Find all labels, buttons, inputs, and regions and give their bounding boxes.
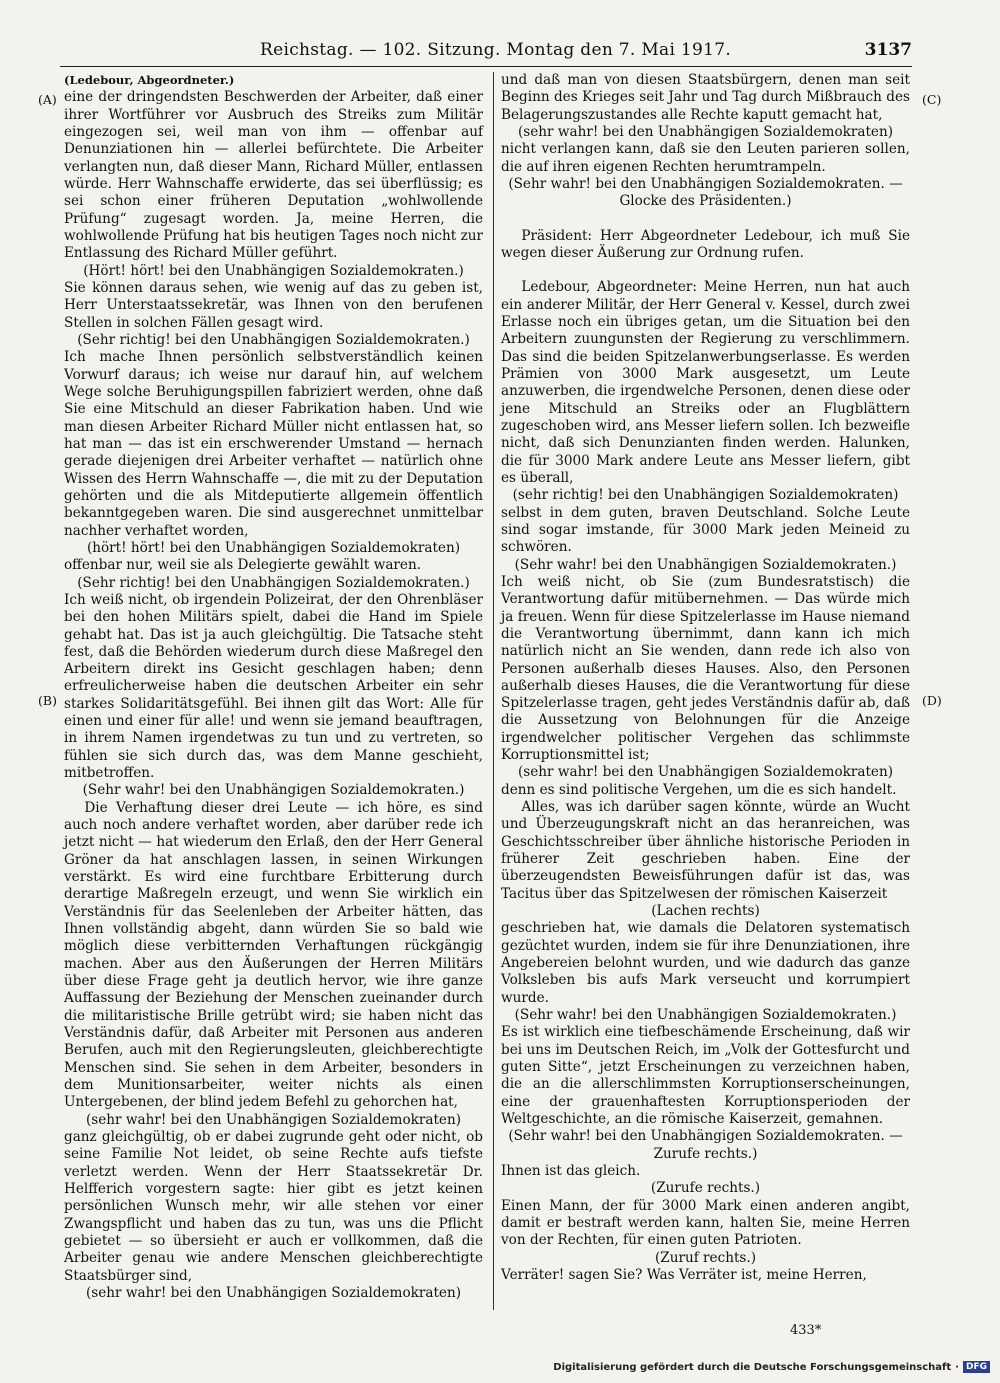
dfg-logo-icon: DFG [963,1361,990,1373]
interjection: (Sehr richtig! bei den Unabhängigen Sozialdemokraten.) [77,574,470,591]
column-divider [493,72,494,1310]
interjection: (sehr wahr! bei den Unabhängigen Sozialdemokraten) [85,1284,462,1301]
speaker-paragraph: Ledebour, Abgeordneter: Meine Herren, nun hat auch ein anderer Militär, der Herr General v. Kessel, durch zwei Erlasse noch ein übriges getan, um die Situation bei den Arbeitern zuungunsten der Regierung zu verschlimmern. Das sind die beiden Spitzelanwerbungserlasse. Es werden Prämien von 3000 Mark ausgesetzt, um Leute anzuwerben, die irgendwelche Personen, denen diese oder jene Mitschuld an Streiks oder an Flugblättern zugeschoben wird, ans Messer liefern sollen. Ich bezweifle nicht, daß sich Denunzianten finden werden. Halunken, die für 3000 Mark andere Leute ans Messer liefern, gibt es überall, [501,279,910,486]
margin-letter-d: (D) [922,693,942,708]
paragraph: Sie können daraus sehen, wie wenig auf das zu geben ist, Herr Unterstaatssekretär, was Ihnen von den berufenen Stellen in solchen Fällen gesagt wird. [64,279,483,331]
interjection: (Lachen rechts) [651,903,760,920]
interjection: (Zuruf rechts.) [654,1249,757,1266]
paragraph: ganz gleichgültig, ob er dabei zugrunde geht oder nicht, ob seine Familie Not leidet, ob seine Rechte aufs tiefste verletzt werden. Wenn der Herr Staatssekretär Dr. Helfferich vorgestern sagte: hier gibt es jetzt keinen persönlichen Wunsch mehr, wir alle stehen vor einer Zwangspflicht und haben das zu tun, was uns die Pflicht gebietet — so übersieht er auch er vollkommen, daß die Arbeiter genau wie andere Menschen gleichberechtigte Staatsbürger sind, [64,1129,483,1284]
paragraph: und daß man von diesen Staatsbürgern, denen man seit Beginn des Krieges seit Jahr und Tag durch Mißbrauch des Belagerungszustandes alle Rechte kaputt gemacht hat, [501,72,910,123]
paragraph: offenbar nur, weil sie als Delegierte gewählt waren. [64,557,422,574]
footer: Digitalisierung gefördert durch die Deutsche Forschungsgemeinschaft · DFG [553,1361,990,1373]
paragraph: Es ist wirklich eine tiefbeschämende Erscheinung, daß wir bei uns im Deutschen Reich, im „Volk der Gottesfurcht und guten Sitte“, jetzt Erscheinungen zu verzeichnen haben, die an die allerschlimmsten Korruptionserscheinungen, eine der grauenhaftesten Korruptionsperioden der Weltgeschichte, an die römische Kaiserzeit, gemahnen. [501,1024,910,1128]
interjection: (sehr wahr! bei den Unabhängigen Sozialdemokraten) [517,764,894,781]
paragraph: Einen Mann, der für 3000 Mark einen anderen angibt, damit er bestraft werden kann, halten Sie, meine Herren von der Rechten, für einen guten Patrioten. [501,1197,910,1249]
interjection: (Sehr wahr! bei den Unabhängigen Sozialdemokraten.) [514,1007,897,1024]
interjection: (Sehr wahr! bei den Unabhängigen Sozialdemokraten. — Zurufe rechts.) [508,1128,903,1162]
paragraph: selbst in dem guten, braven Deutschland. Solche Leute sind sogar imstande, für 3000 Mark jeden Meineid zu schwören. [501,504,910,556]
interjection: (Hört! hört! bei den Unabhängigen Sozialdemokraten.) [83,262,464,279]
paragraph: eine der dringendsten Beschwerden der Arbeiter, daß einer ihrer Wortführer vor Ausbruch des Streiks zum Militär eingezogen sei, weil man von ihm — offenbar auf Denunziationen hin — allerlei befürchtete. Die Arbeiter verlangten nun, daß dieser Mann, Richard Müller, entlassen würde. Herr Wahnschaffe erwiderte, das sei überflüssig; es sei schon einer früheren Deputation „wohlwollende Prüfung“ zugesagt worden. Ja, meine Herren, die wohlwollende Prüfung hat bis heutigen Tages noch nicht zur Entlassung des Richard Müller geführt. [64,89,483,262]
right-column [501,72,910,1284]
interjection: (Sehr wahr! bei den Unabhängigen Sozialdemokraten.) [514,556,897,573]
interjection: (sehr wahr! bei den Unabhängigen Sozialdemokraten) [517,123,894,140]
running-title: Reichstag. — 102. Sitzung. Montag den 7. Mai 1917. [260,40,732,60]
margin-letter-c: (C) [922,92,942,107]
paragraph: geschrieben hat, wie damals die Delatoren systematisch gezüchtet wurden, indem sie für ihre Denunziationen, ihre Angebereien belohnt wurden, und wie dadurch das ganze Volksleben bis aufs Mark verseucht und korrumpiert wurde. [501,920,910,1006]
signature-mark: 433* [790,1323,822,1338]
paragraph: Verräter! sagen Sie? Was Verräter ist, meine Herren, [501,1266,867,1283]
interjection: (Zurufe rechts.) [650,1180,761,1197]
interjection: (Sehr wahr! bei den Unabhängigen Sozialdemokraten. — Glocke des Präsidenten.) [508,175,903,210]
left-column [64,72,483,1302]
interjection: (Sehr richtig! bei den Unabhängigen Sozialdemokraten.) [77,331,470,348]
paragraph: Ich weiß nicht, ob Sie (zum Bundesratstisch) die Verantwortung dafür mitübernehmen. — Das würde mich ja freuen. Wenn für diese Spitzelerlasse im Hause niemand die Verantwortung übernimmt, dann kann ich mich natürlich nicht an Sie wenden, dann rede ich also von Personen außerhalb dieses Hauses. Also, den Personen außerhalb dieses Hauses, die die Verantwortung für diese Spitzelerlasse tragen, geht jedes Verständnis dafür ab, daß die Aussetzung von Belohnungen für die Anzeige irgendwelcher politischer Vergehen das schlimmste Korruptionsmittel ist; [501,573,910,764]
running-header [60,40,912,62]
president-remark: Präsident: Herr Abgeordneter Ledebour, ich muß Sie wegen dieser Äußerung zur Ordnung rufen. [501,227,910,261]
footer-text: Digitalisierung gefördert durch die Deutsche Forschungsgemeinschaft [553,1361,952,1373]
interjection: (hört! hört! bei den Unabhängigen Sozialdemokraten) [86,539,461,556]
paragraph: nicht verlangen kann, daß sie den Leuten parieren sollen, die auf ihren eigenen Rechten herumtrampeln. [501,141,910,175]
margin-letter-b: (B) [38,693,57,708]
header-rule [60,66,912,67]
interjection: (sehr richtig! bei den Unabhängigen Sozialdemokraten) [512,487,899,504]
margin-letter-a: (A) [38,92,57,107]
interjection: (sehr wahr! bei den Unabhängigen Sozialdemokraten) [85,1111,462,1128]
paragraph: Ich mache Ihnen persönlich selbstverständlich keinen Vorwurf daraus; ich weise nur darauf hin, auf welchem Wege solche Beruhigungspillen fabriziert werden, ohne daß Sie eine Mitschuld an dieser Fabrikation haben. Und wie man diesen Arbeiter Richard Müller nicht entlassen hat, so hat man — das ist ein erschwerender Umstand — hernach gerade diejenigen drei Arbeiter verhaftet — natürlich ohne Wissen des Herrn Wahnschaffe —, die mit zu der Deputation gehörten und die als Mitdeputierte allgemein öffentlich bekanntgegeben waren. Die sind ausgerechnet unmittelbar nachher verhaftet worden, [64,349,483,539]
paragraph: Ihnen ist das gleich. [501,1163,641,1180]
paragraph: Die Verhaftung dieser drei Leute — ich höre, es sind auch noch andere verhaftet worden, aber darüber rede ich jetzt nicht — hat wiederum den Erlaß, den der Herr General Gröner da hat anschlagen lassen, in seinen Wirkungen verstärkt. Es wird eine furchtbare Erbitterung durch derartige Maßregeln erzeugt, und wenn Sie wirklich ein Verständnis für das Seelenleben der Arbeiter hätten, das Ihnen vollständig abgeht, dann würden Sie so bald wie möglich diese verbitternden Verhaftungen rückgängig machen. Aber aus den Äußerungen der Herren Militärs über diese Frage geht ja deutlich hervor, wie ihre ganze Auffassung der Beziehung der Menschen zueinander durch die militaristische Brille getrübt wird; sie haben nicht das Verständnis dafür, daß Arbeiter mit Personen aus anderen Berufen, auch mit den Regierungsleuten, gleichberechtigte Menschen sind. Sie sehen in dem Arbeiter, besonders in dem Munitionsarbeiter, weiter nichts als einen Untergebenen, der blind jedem Befehl zu gehorchen hat, [64,799,483,1111]
paragraph: Alles, was ich darüber sagen könnte, würde an Wucht und Überzeugungskraft nicht an das heranreichen, was Geschichtsschreiber über ähnliche historische Perioden in früherer Zeit geschrieben haben. Eine der überzeugendsten Beweisführungen dafür ist das, was Tacitus über das Spitzelwesen der römischen Kaiserzeit [501,799,910,902]
paragraph: Ich weiß nicht, ob irgendein Polizeirat, der den Ohrenbläser bei den hohen Militärs spielt, dabei die Hand im Spiele gehabt hat. Das ist ja auch gleichgültig. Die Tatsache steht fest, daß die Behörden wiederum durch diese Maßregel den Arbeitern direkt ins Gesicht geschlagen haben; denn erfreulicherweise haben die deutschen Arbeiter ein sehr starkes Solidaritätsgefühl. Bei ihnen gilt das Wort: Alle für einen und einer für alle! und wenn sie jemand beauftragen, in ihrem Namen irgendetwas zu tun und zu vertreten, so fühlen sie sich durch das, was dem Manne geschieht, mitbetroffen. [64,591,483,782]
interjection: (Sehr wahr! bei den Unabhängigen Sozialdemokraten.) [82,782,465,799]
speaker-continuation: (Ledebour, Abgeordneter.) [64,73,235,87]
page-number: 3137 [864,40,912,60]
paragraph: denn es sind politische Vergehen, um die es sich handelt. [501,781,897,798]
